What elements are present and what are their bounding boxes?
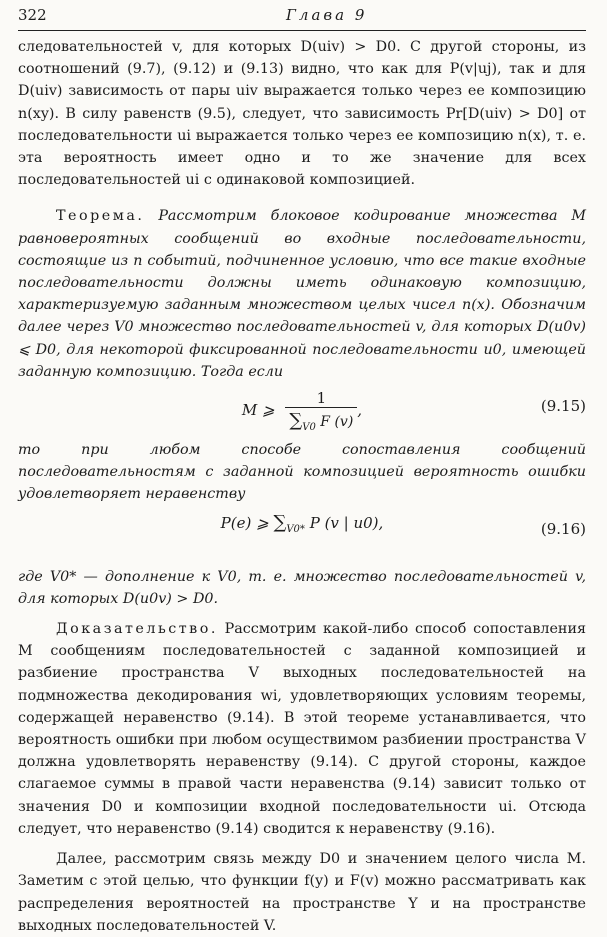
proof-label: Доказательство. bbox=[56, 621, 218, 638]
sum-subscript: V0* bbox=[286, 523, 305, 535]
formula-9-16-label: (9.16) bbox=[540, 519, 586, 538]
formula-9-15-lhs: M ⩾ bbox=[241, 401, 275, 420]
theorem-paragraph bbox=[18, 205, 586, 383]
theorem-text: Рассмотрим блоковое кодирование множества M равновероятных сообщений во входные последовательности, состоящие из n событий, подчиненное условию, что все такие входные последовательности должны иметь одинаковую композицию, характеризуемую заданным множеством целых чисел n(x). Обозначим далее через V0 множество последовательностей v, для которых D(u0v) ⩽ D0, для некоторой фиксированной последовательности u0, имеющей заданную композицию. Тогда если bbox=[18, 208, 587, 380]
chapter-title: Глава 9 bbox=[286, 6, 368, 24]
page-body bbox=[18, 36, 586, 937]
formula-9-15-comma: , bbox=[357, 401, 363, 420]
formula-9-16-lhs: P(e) ⩾ bbox=[220, 513, 269, 532]
proof-paragraph bbox=[18, 618, 586, 840]
formula-9-15 bbox=[18, 383, 586, 439]
formula-9-15-label: (9.15) bbox=[540, 397, 586, 416]
sum-symbol: ∑ bbox=[289, 410, 303, 432]
sum-subscript: V0 bbox=[302, 422, 316, 434]
paragraph-mid: то при любом способе сопоставления сообщений последовательностям с заданной композицией вероятность ошибки удовлетворяет неравенству bbox=[18, 442, 586, 503]
formula-9-15-numerator: 1 bbox=[285, 389, 357, 408]
paragraph-last: Далее, рассмотрим связь между D0 и значением целого числа M. Заметим с этой целью, что функции f(y) и F(v) можно рассматривать как распределения вероятностей на пространстве Y и на пространстве выходных последовательностей V. bbox=[18, 851, 586, 934]
proof-text: Рассмотрим какой-либо способ сопоставления M сообщениям последовательностей с заданной композицией и разбиение пространства V выходных последовательностей на подмножества декодирования wi, удовлетворяющих условиям теоремы, содержащей неравенство (9.14). В этой теореме устанавливается, что вероятность ошибки при любом осуществимом разбиении пространства V должна удовлетворять неравенству (9.14). С другой стороны, каждое слагаемое суммы в правой части неравенства (9.14) зависит только от значения D0 и композиции входной последовательности ui. Отсюда следует, что неравенство (9.14) сводится к неравенству (9.16). bbox=[18, 621, 586, 837]
formula-9-16 bbox=[18, 506, 586, 566]
theorem-label: Теорема. bbox=[56, 208, 145, 225]
sum-symbol: ∑ bbox=[273, 511, 287, 533]
formula-9-15-term: F (v) bbox=[320, 414, 354, 431]
header-rule bbox=[18, 30, 586, 31]
formula-9-15-fraction bbox=[285, 389, 357, 433]
paragraph-intro: следовательностей v, для которых D(uiv) > D0. С другой стороны, из соотношений (9.7), (9.12) и (9.13) видно, что как для P(v|uj), так и для D(uiv) зависимость от пары uiv выражается только через ее композицию n(xy). В силу равенств (9.5), следует, что зависимость Pr[D(uiv) > D0] от последовательности ui выражается только через ее композицию n(x), т. е. эта вероятность имеет одно и то же значение для всех последовательностей ui с одинаковой композицией. bbox=[18, 39, 586, 189]
formula-9-16-term: P (v | u0), bbox=[309, 513, 384, 532]
page-number: 322 bbox=[18, 6, 47, 24]
page-header bbox=[18, 6, 586, 28]
formula-9-15-denominator bbox=[285, 408, 357, 433]
paragraph-where: где V0* — дополнение к V0, т. е. множество последовательностей v, для которых D(u0v) > D0. bbox=[18, 568, 586, 607]
